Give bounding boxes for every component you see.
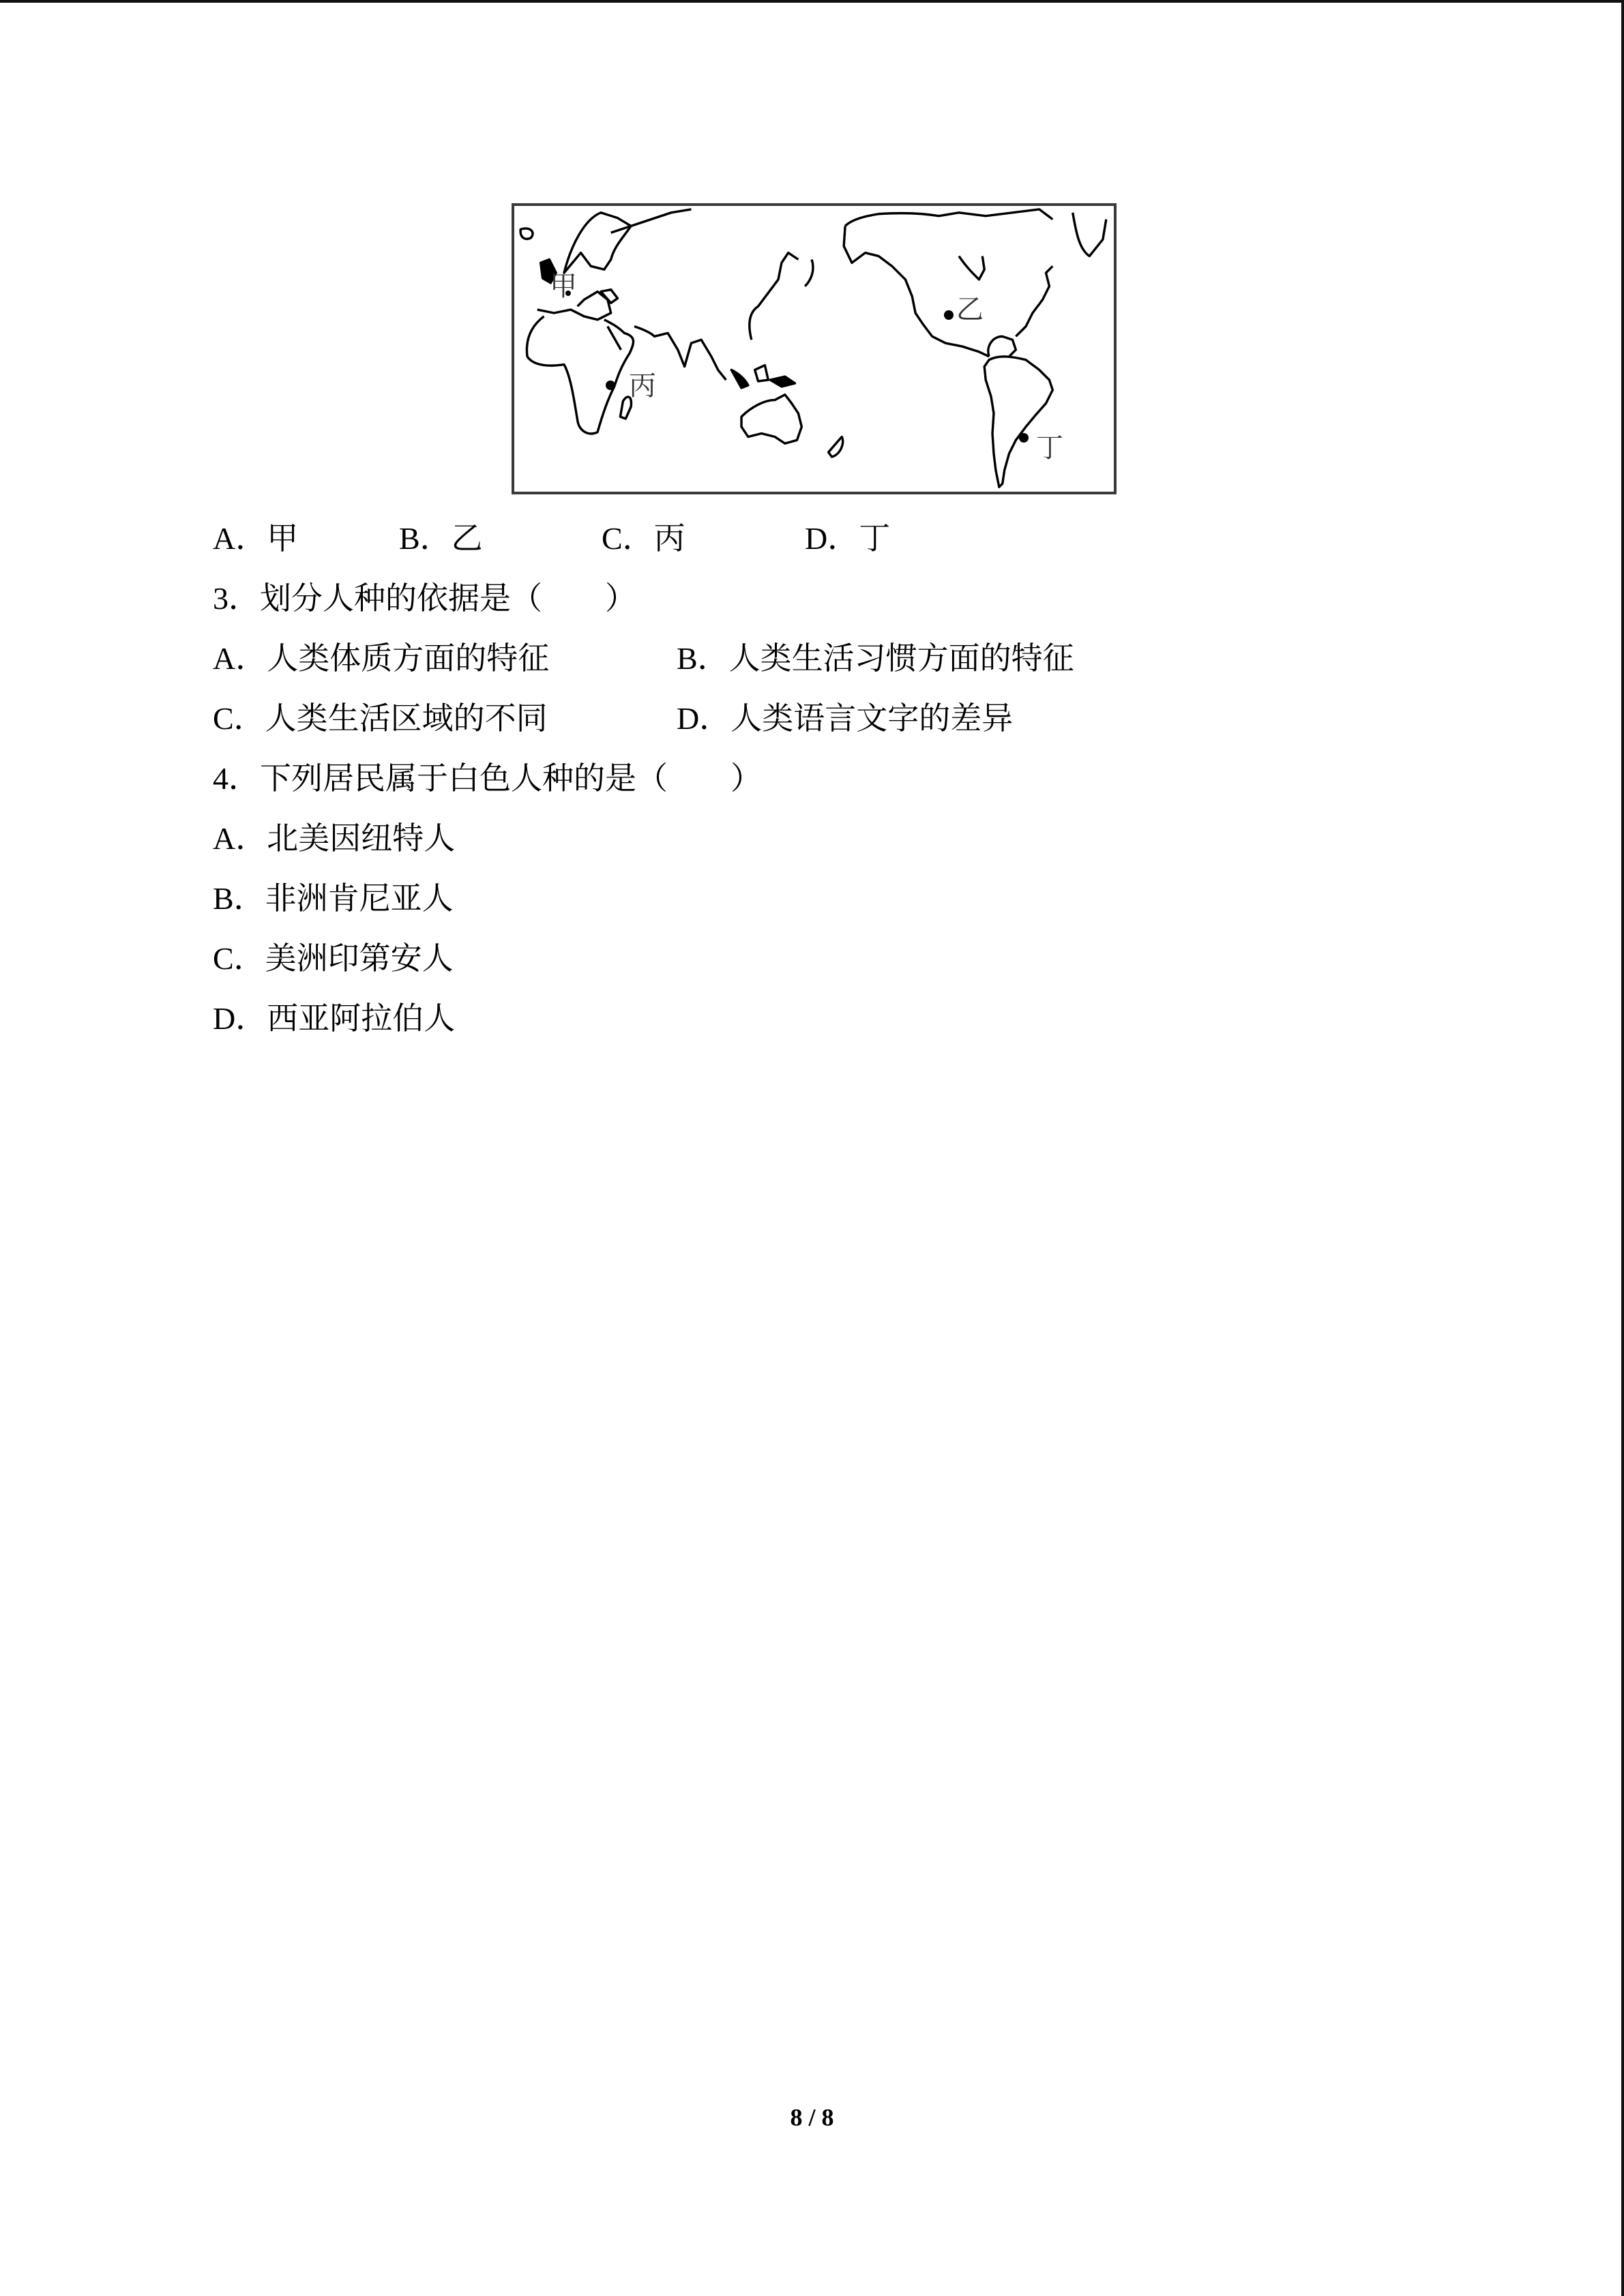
q3-stem: 3．划分人种的依据是（ ） [213, 581, 636, 616]
q2-option-c: C．丙 [602, 521, 685, 556]
q3-option-b: B．人类生活习惯方面的特征 [677, 641, 1074, 676]
page-top-border [0, 0, 1624, 3]
page-number: 8 / 8 [790, 2104, 834, 2131]
location-marker-yi [944, 310, 954, 320]
q2-option-b: B．乙 [399, 521, 483, 556]
location-marker-bing [606, 381, 615, 390]
q2-option-d: D．丁 [805, 521, 891, 556]
q4-option-b: B．非洲肯尼亚人 [213, 881, 454, 916]
q4-option-d: D．西亚阿拉伯人 [213, 1001, 456, 1036]
q4-option-a: A．北美因纽特人 [213, 821, 456, 856]
q3-option-d: D．人类语言文字的差异 [677, 701, 1014, 736]
world-map-outline [514, 206, 1114, 492]
q2-option-a: A．甲 [213, 521, 299, 556]
map-label-yi: 乙 [956, 294, 984, 325]
location-marker-ding [1019, 433, 1029, 443]
q3-option-c: C．人类生活区域的不同 [213, 701, 548, 736]
q4-stem: 4．下列居民属于白色人种的是（ ） [213, 761, 762, 796]
q3-option-a: A．人类体质方面的特征 [213, 641, 550, 676]
page-right-border [1621, 0, 1624, 2296]
map-label-jia: 甲 [550, 271, 577, 301]
map-label-ding: 丁 [1036, 432, 1063, 463]
world-map-figure [512, 203, 1117, 494]
map-label-bing: 丙 [629, 370, 656, 401]
q4-option-c: C．美洲印第安人 [213, 941, 454, 976]
